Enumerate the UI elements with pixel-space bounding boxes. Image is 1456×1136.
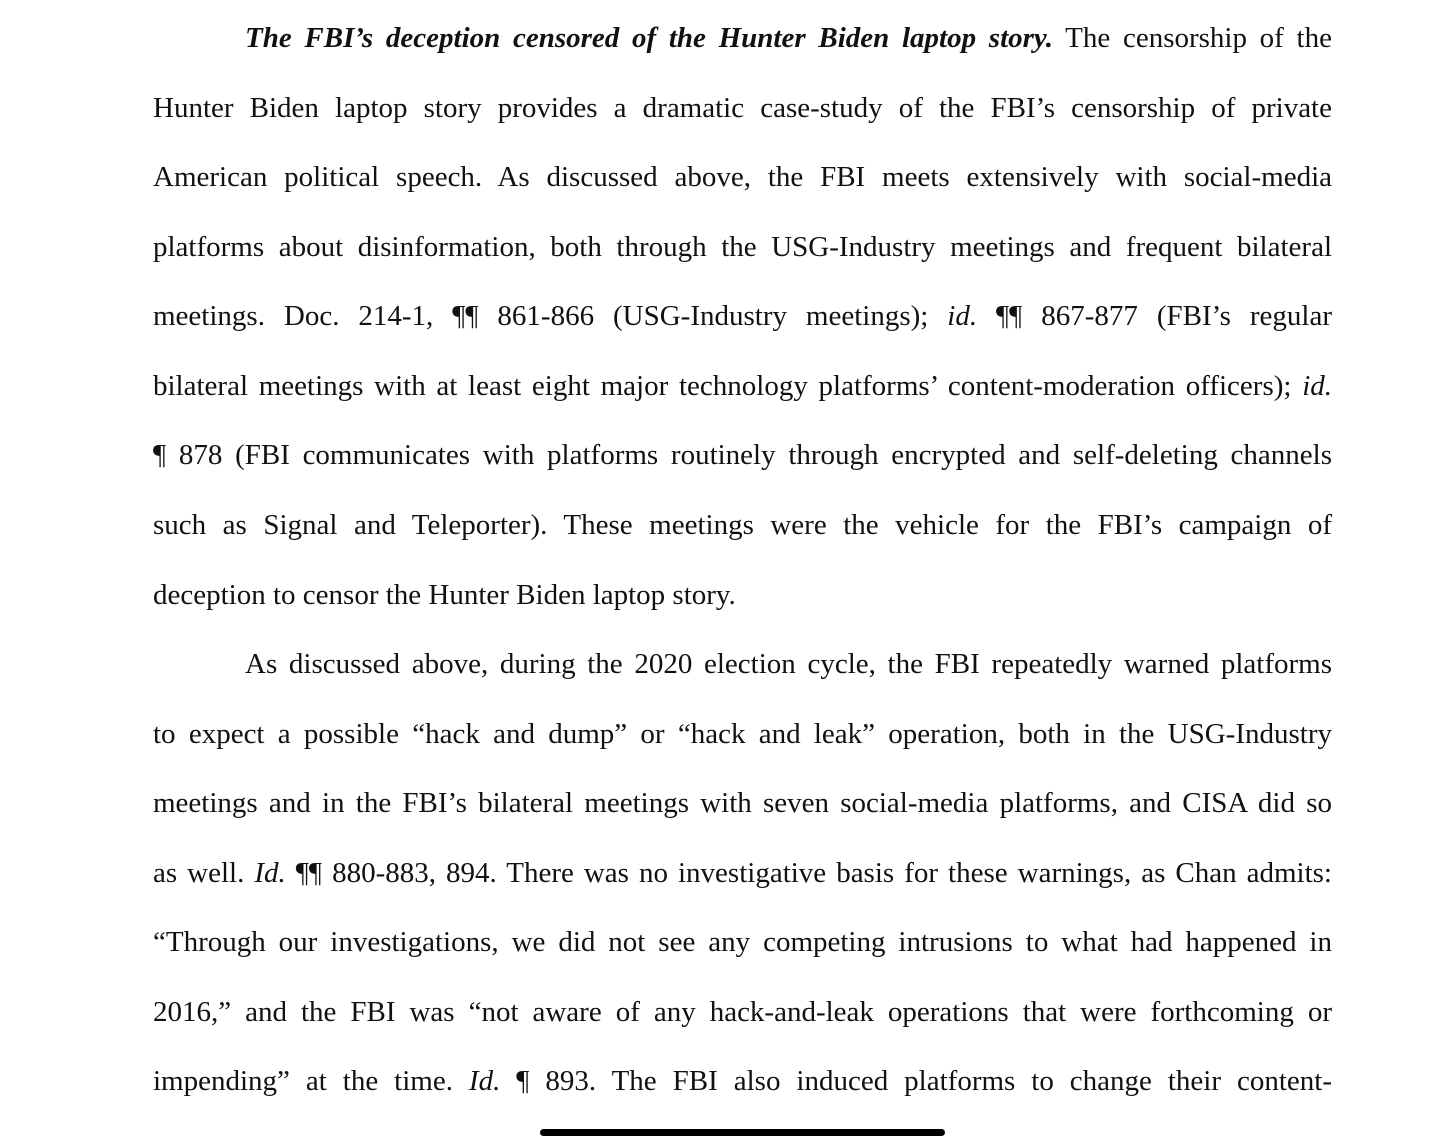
home-indicator-bar[interactable] [540, 1129, 945, 1136]
text-line [153, 853, 1332, 893]
line-text: ¶ 893. The FBI also induced platforms to change their content- [500, 1065, 1332, 1097]
citation-id: Id. [254, 857, 286, 889]
text-line [153, 1061, 1332, 1101]
text-line: 2016,” and the FBI was “not aware of any hack-and-leak operations that were forthcoming or [153, 996, 1332, 1028]
text-line: Hunter Biden laptop story provides a dramatic case-study of the FBI’s censorship of private [153, 92, 1332, 124]
text-line: platforms about disinformation, both through the USG-Industry meetings and frequent bilateral [153, 231, 1332, 263]
text-line: to expect a possible “hack and dump” or “hack and leak” operation, both in the USG-Industry [153, 718, 1332, 750]
text-line: such as Signal and Teleporter). These meetings were the vehicle for the FBI’s campaign of [153, 509, 1332, 541]
text-line: “Through our investigations, we did not see any competing intrusions to what had happened in [153, 926, 1332, 958]
citation-id: Id. [468, 1065, 501, 1097]
text-line [245, 18, 1332, 58]
section-heading: The FBI’s deception censored of the Hunter Biden laptop story. [245, 22, 1053, 54]
line-text: ¶¶ 880-883, 894. There was no investigative basis for these warnings, as Chan admits: [285, 857, 1332, 889]
citation-id: id. [1302, 370, 1332, 402]
text-line: ¶ 878 (FBI communicates with platforms routinely through encrypted and self-deleting channels [153, 439, 1332, 471]
text-line: American political speech. As discussed above, the FBI meets extensively with social-media [153, 161, 1332, 193]
text-line [153, 296, 1332, 336]
text-line: As discussed above, during the 2020 election cycle, the FBI repeatedly warned platforms [245, 648, 1332, 680]
line-text: as well. [153, 857, 255, 889]
line-text: bilateral meetings with at least eight major technology platforms’ content-moderation officers); [153, 370, 1303, 402]
line-text: meetings. Doc. 214-1, ¶¶ 861-866 (USG-Industry meetings); [153, 300, 948, 332]
line-text: The censorship of the [1052, 22, 1332, 54]
text-line: deception to censor the Hunter Biden laptop story. [153, 579, 736, 611]
line-text: impending” at the time. [153, 1065, 469, 1097]
text-line [153, 366, 1332, 406]
text-line: meetings and in the FBI’s bilateral meetings with seven social-media platforms, and CISA did so [153, 787, 1332, 819]
line-text: ¶¶ 867-877 (FBI’s regular [977, 300, 1332, 332]
citation-id: id. [947, 300, 978, 332]
